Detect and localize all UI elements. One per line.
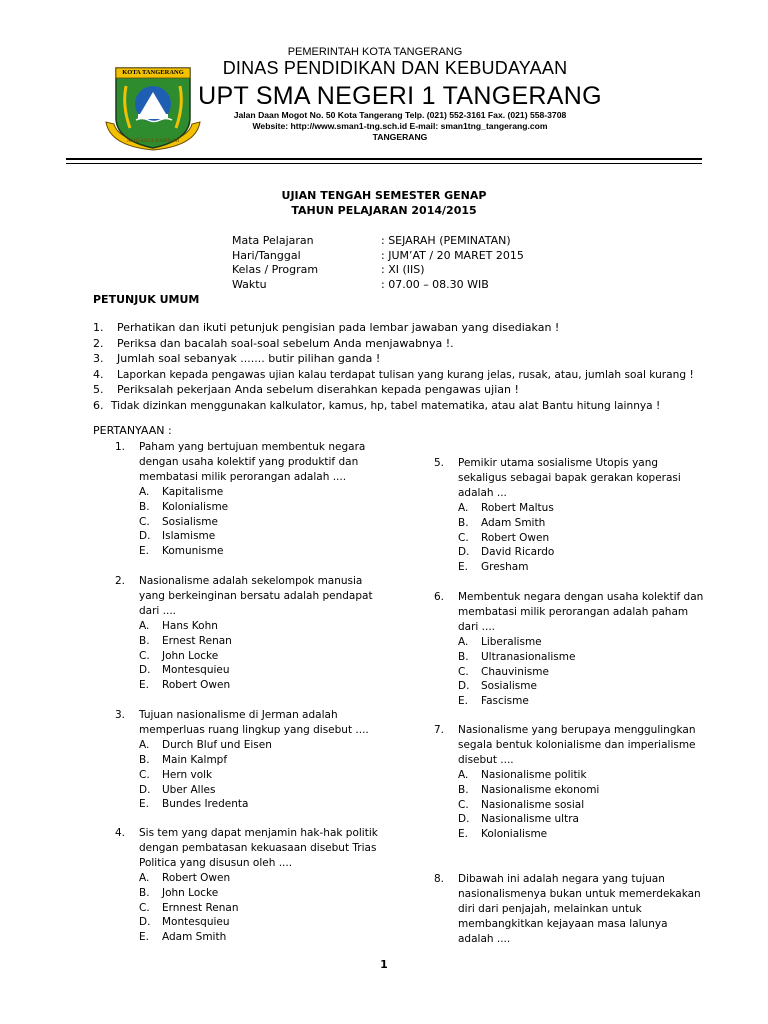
option-text: John Locke (162, 886, 219, 899)
answer-option (139, 634, 385, 649)
meta-value: : SEJARAH (PEMINATAN) (381, 234, 511, 247)
option-text: Montesquieu (162, 664, 230, 677)
rule-text: Perhatikan dan ikuti petunjuk pengisian pada lembar jawaban yang disediakan ! (117, 321, 560, 334)
meta-value: : JUM’AT / 20 MARET 2015 (381, 248, 524, 262)
answer-option (458, 679, 734, 694)
answer-option (458, 531, 724, 546)
answer-option (139, 500, 385, 515)
answer-option (139, 797, 385, 812)
question (434, 456, 724, 575)
option-text: Islamisme (162, 530, 216, 543)
answer-option (139, 515, 385, 530)
option-letter: B. (458, 650, 469, 663)
question-text: Pemikir utama sosialisme Utopis yang (458, 457, 659, 469)
question (115, 574, 385, 693)
answer-option (458, 798, 734, 813)
answer-option (458, 560, 724, 575)
option-letter: D. (139, 916, 151, 929)
option-text: Kolonialisme (162, 500, 229, 513)
meta-label: Mata Pelajaran (232, 234, 314, 247)
option-text: Durch Bluf und Eisen (162, 738, 272, 751)
answer-option (139, 738, 385, 753)
header-divider-thin (66, 163, 702, 164)
option-text: Adam Smith (481, 516, 546, 529)
rule-number: 3. (93, 352, 104, 365)
option-letter: B. (458, 783, 469, 796)
answer-option (139, 930, 385, 945)
answer-option (458, 665, 734, 680)
meta-label: Hari/Tanggal (232, 248, 301, 262)
question-text: memperluas ruang lingkup yang disebut .... (139, 723, 369, 736)
question-text: membangkitkan kejayaan masa lalunya (458, 917, 668, 930)
option-letter: A. (458, 768, 469, 781)
option-letter: D. (458, 813, 470, 826)
question-text: Nasionalisme yang berupaya menggulingkan (458, 724, 696, 736)
question-text: disebut .... (458, 753, 514, 766)
option-text: Gresham (481, 561, 529, 574)
option-text: Sosialisme (162, 515, 218, 528)
option-text: Hern volk (162, 768, 213, 781)
answer-option (139, 768, 385, 783)
option-text: Fascisme (481, 695, 529, 708)
option-letter: C. (139, 901, 150, 914)
rule-text: Jumlah soal sebanyak ....... butir pilihan ganda ! (117, 352, 381, 365)
option-letter: C. (458, 665, 469, 678)
question-number: 3. (115, 709, 126, 721)
option-text: David Ricardo (481, 546, 555, 559)
option-text: Kolonialisme (481, 828, 548, 841)
option-text: Chauvinisme (481, 665, 549, 678)
option-text: Robert Owen (481, 531, 550, 544)
option-text: Nasionalisme politik (481, 768, 587, 781)
answer-option (458, 694, 734, 709)
question-text: dengan pembatasan kekuasaan disebut Trias (139, 841, 377, 854)
rule-number: 5. (93, 383, 104, 396)
option-text: Hans Kohn (162, 619, 218, 632)
option-text: Liberalisme (481, 635, 542, 648)
question (115, 708, 385, 812)
page-number: 1 (380, 958, 388, 971)
question (434, 590, 734, 709)
answer-option (139, 678, 385, 693)
option-text: Ernest Renan (162, 634, 232, 647)
answer-option (139, 871, 385, 886)
option-text: Ernnest Renan (162, 901, 239, 914)
option-text: Adam Smith (162, 931, 227, 944)
answer-option (139, 663, 385, 678)
question-text: Nasionalisme adalah sekelompok manusia (139, 575, 363, 587)
question-number: 7. (434, 724, 445, 736)
question-number: 5. (434, 457, 445, 469)
option-text: Ultranasionalisme (481, 650, 576, 663)
question (434, 723, 734, 842)
question-text: yang berkeinginan bersatu adalah pendapat (139, 589, 373, 602)
option-letter: E. (458, 561, 468, 574)
option-text: Nasionalisme sosial (481, 798, 585, 811)
rule-text: Laporkan kepada pengawas ujian kalau terdapat tulisan yang kurang jelas, rusak, atau, jumlah soal kurang ! (117, 368, 694, 381)
question (434, 872, 734, 947)
option-letter: E. (139, 931, 149, 944)
option-letter: A. (139, 738, 150, 751)
gov-name: PEMERINTAH KOTA TANGERANG (287, 46, 463, 58)
question-text: adalah ... (458, 486, 507, 499)
rule-text: Periksa dan bacalah soal-soal sebelum Anda menjawabnya !. (117, 336, 454, 350)
question-text: membatasi milik perorangan adalah .... (139, 470, 347, 483)
question-text: dengan usaha kolektif yang produktif dan (139, 455, 359, 468)
question-number: 4. (115, 827, 126, 839)
meta-label: Waktu (232, 277, 267, 291)
option-text: Komunisme (162, 545, 224, 558)
question-number: 1. (115, 441, 126, 453)
option-letter: E. (139, 798, 149, 811)
dept-name: DINAS PENDIDIKAN DAN KEBUDAYAAN (222, 58, 568, 78)
option-letter: A. (139, 619, 150, 632)
option-letter: C. (139, 649, 150, 662)
question-text: sekaligus sebagai bapak gerakan koperasi (458, 471, 681, 484)
option-letter: A. (458, 635, 469, 648)
question-text: adalah .... (458, 932, 511, 945)
rule-number: 1. (93, 321, 104, 334)
answer-option (139, 544, 385, 559)
option-text: Robert Maltus (481, 501, 554, 514)
answer-option (139, 619, 385, 634)
option-letter: E. (458, 828, 468, 841)
question (115, 440, 385, 559)
question-text: dari .... (458, 620, 496, 633)
option-letter: D. (139, 664, 151, 677)
question-text: diri dari penjajah, melainkan untuk (458, 902, 642, 915)
rule-text: Periksalah pekerjaan Anda sebelum diserahkan kepada pengawas ujian ! (117, 383, 519, 396)
option-letter: C. (458, 798, 469, 811)
option-text: Sosialisme (481, 680, 537, 693)
meta-value: : 07.00 – 08.30 WIB (381, 277, 489, 291)
answer-option (458, 783, 734, 798)
answer-option (139, 529, 385, 544)
question-text: nasionalismenya bukan untuk memerdekakan (458, 887, 701, 900)
answer-option (458, 827, 734, 842)
option-text: Main Kalmpf (162, 753, 228, 766)
answer-option (139, 753, 385, 768)
answer-option (458, 812, 734, 827)
answer-option (458, 516, 724, 531)
option-text: Nasionalisme ultra (481, 813, 579, 826)
option-letter: A. (139, 871, 150, 884)
meta-label: Kelas / Program (232, 263, 319, 276)
meta-value: : XI (IIS) (381, 263, 425, 276)
option-letter: B. (139, 634, 150, 647)
question-text: Paham yang bertujuan membentuk negara (139, 441, 366, 453)
option-letter: D. (139, 783, 151, 796)
option-letter: A. (458, 501, 469, 514)
answer-option (139, 886, 385, 901)
option-text: Nasionalisme ekonomi (481, 783, 600, 796)
option-letter: D. (458, 680, 470, 693)
exam-title-1: UJIAN TENGAH SEMESTER GENAP (281, 189, 487, 202)
school-name: UPT SMA NEGERI 1 TANGERANG (198, 82, 602, 110)
option-letter: C. (139, 515, 150, 528)
option-letter: C. (458, 531, 469, 544)
rule-number: 2. (93, 336, 104, 350)
option-text: Uber Alles (162, 783, 216, 796)
answer-option (139, 915, 385, 930)
answer-option (139, 901, 385, 916)
option-letter: B. (139, 753, 150, 766)
option-letter: E. (458, 695, 468, 708)
answer-option (458, 501, 724, 516)
option-letter: E. (139, 545, 149, 558)
question-text: Sis tem yang dapat menjamin hak-hak politik (139, 827, 378, 839)
option-text: Bundes Iredenta (162, 798, 249, 811)
question-text: Membentuk negara dengan usaha kolektif dan (458, 591, 704, 603)
question-text: segala bentuk kolonialisme dan imperialisme (458, 738, 696, 751)
school-web: Website: http://www.sman1-tng.sch.id E-mail: sman1tng_tangerang.com (252, 121, 548, 131)
question-number: 2. (115, 575, 126, 587)
option-letter: B. (139, 886, 150, 899)
rule-number: 6. (93, 398, 104, 412)
option-text: Kapitalisme (162, 485, 224, 498)
answer-option (139, 649, 385, 664)
answer-option (458, 650, 734, 665)
logo-top-text: KOTA TANGERANG (122, 69, 184, 76)
petunjuk-heading: PETUNJUK UMUM (93, 293, 200, 306)
rule-text: Tidak dizinkan menggunakan kalkulator, kamus, hp, tabel matematika, atau alat Bantu hitung lainnya ! (111, 399, 661, 412)
question-text: dari .... (139, 604, 177, 617)
header-divider (66, 158, 702, 160)
option-text: John Locke (162, 649, 219, 662)
answer-option (139, 485, 385, 500)
logo-bottom-text: AKHLAKUL KARIMAH (126, 139, 180, 144)
pertanyaan-heading: PERTANYAAN : (93, 424, 172, 437)
question-number: 6. (434, 591, 445, 603)
option-letter: D. (458, 546, 470, 559)
option-letter: B. (139, 500, 150, 513)
option-letter: A. (139, 485, 150, 498)
option-text: Robert Owen (162, 871, 231, 884)
answer-option (458, 768, 734, 783)
school-address: Jalan Daan Mogot No. 50 Kota Tangerang Telp. (021) 552-3161 Fax. (021) 558-3708 (233, 110, 567, 120)
option-text: Montesquieu (162, 916, 230, 929)
option-letter: B. (458, 516, 469, 529)
rule-number: 4. (93, 367, 104, 381)
option-text: Robert Owen (162, 679, 231, 692)
option-letter: D. (139, 530, 151, 543)
school-city: TANGERANG (372, 132, 428, 142)
question (115, 826, 385, 945)
option-letter: C. (139, 768, 150, 781)
question-text: membatasi milik perorangan adalah paham (458, 605, 689, 618)
question-text: Politica yang disusun oleh .... (139, 856, 293, 869)
option-letter: E. (139, 679, 149, 692)
answer-option (139, 783, 385, 798)
question-text: Dibawah ini adalah negara yang tujuan (458, 873, 665, 885)
question-number: 8. (434, 873, 445, 885)
answer-option (458, 545, 724, 560)
exam-title-2: TAHUN PELAJARAN 2014/2015 (291, 204, 477, 217)
question-text: Tujuan nasionalisme di Jerman adalah (139, 709, 338, 721)
answer-option (458, 635, 734, 650)
exam-meta (232, 234, 592, 294)
